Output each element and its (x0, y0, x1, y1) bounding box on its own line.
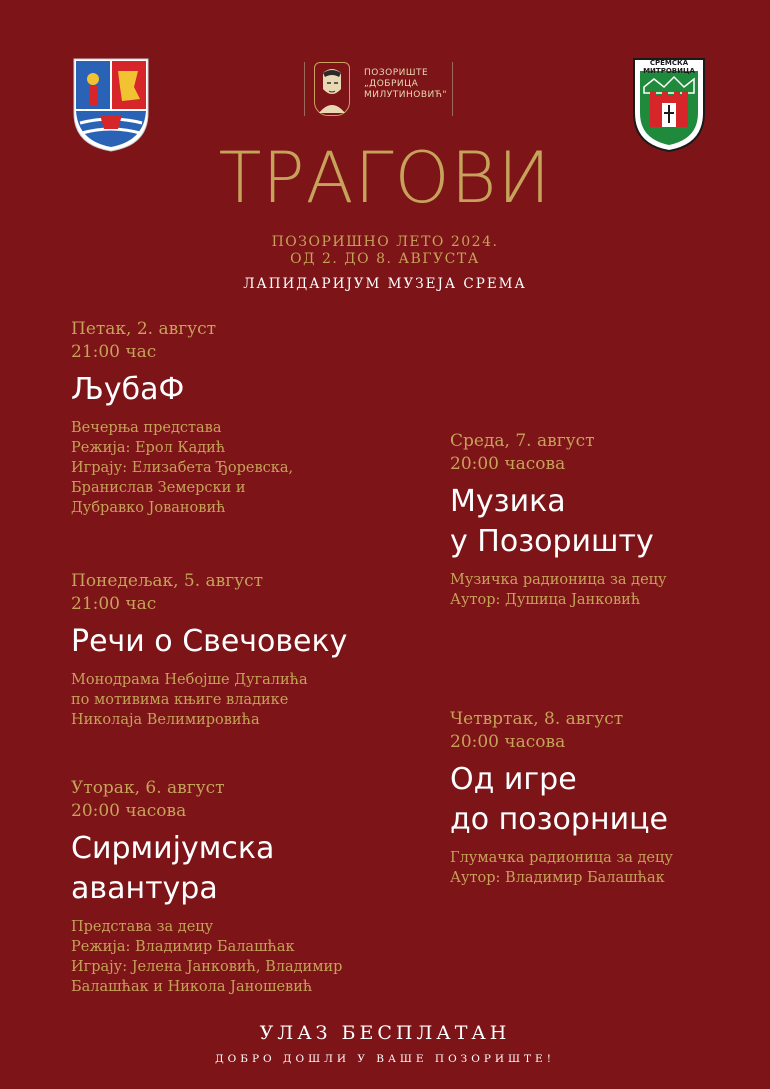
free-entry-notice: УЛАЗ БЕСПЛАТАН (259, 1022, 511, 1044)
event-detail: Монодрама Небојше Дугалића (71, 672, 308, 688)
event-title: ЉубаФ (71, 372, 185, 407)
event-detail: Бранислав Земерски и (71, 480, 246, 496)
event-od-igre-do-pozornice (450, 708, 673, 888)
event-date: Среда, 7. август (450, 431, 595, 451)
event-date: Петак, 2. август (71, 319, 217, 339)
theatre-name: ПОЗОРИШТЕ „ДОБРИЦА МИЛУТИНОВИЋ" (364, 68, 447, 100)
event-detail: Глумачка радионица за децу (450, 850, 673, 866)
event-date: Уторак, 6. август (71, 778, 225, 798)
portrait-icon (314, 62, 350, 116)
festival-dates: ОД 2. ДО 8. АВГУСТА (290, 251, 480, 267)
event-date: Понедељак, 5. август (71, 571, 264, 591)
welcome-message: ДОБРО ДОШЛИ У ВАШЕ ПОЗОРИШТЕ! (215, 1053, 555, 1065)
event-detail: Режија: Владимир Балашћак (71, 939, 295, 955)
event-title: Музика у Позоришту (450, 484, 654, 559)
event-detail: Балашћак и Никола Јаношевић (71, 979, 313, 995)
event-date: Четвртак, 8. август (450, 709, 624, 729)
event-reci-o-svecoveku (71, 570, 347, 730)
festival-subtitle: ПОЗОРИШНО ЛЕТО 2024. (271, 234, 499, 250)
event-detail: Вечерња представа (71, 420, 222, 436)
event-ljubaf (71, 318, 293, 518)
event-time: 20:00 часова (450, 732, 566, 752)
event-detail: Играју: Јелена Јанковић, Владимир (71, 959, 343, 975)
city-crest-label: СРЕМСКА МИТРОВИЦА (643, 59, 695, 75)
event-title: Сирмијумска авантура (71, 831, 275, 906)
event-muzika-u-pozoristu (450, 430, 667, 610)
event-time: 21:00 час (71, 594, 157, 614)
event-sirmijumska-avantura (71, 777, 342, 997)
event-detail: Николаја Велимировића (71, 712, 260, 728)
event-detail: Представа за децу (71, 919, 214, 935)
event-detail: Аутор: Душица Јанковић (450, 592, 641, 608)
event-detail: по мотивима књиге владике (71, 692, 289, 708)
event-detail: Музичка радионица за децу (450, 572, 667, 588)
theatre-logo (304, 62, 454, 116)
event-detail: Дубравко Јовановић (71, 500, 226, 516)
event-title: Речи о Свечовеку (71, 624, 348, 659)
event-time: 20:00 часова (71, 801, 187, 821)
event-title: Од игре до позорнице (450, 762, 668, 837)
poster-title: ТРАГОВИ (218, 137, 552, 219)
venue: ЛАПИДАРИЈУМ МУЗЕЈА СРЕМА (243, 276, 527, 292)
event-detail: Режија: Ерол Кадић (71, 440, 226, 456)
event-detail: Аутор: Владимир Балашћак (450, 870, 665, 886)
event-time: 21:00 час (71, 342, 157, 362)
event-detail: Играју: Елизабета Ђоревска, (71, 460, 294, 476)
event-time: 20:00 часова (450, 454, 566, 474)
